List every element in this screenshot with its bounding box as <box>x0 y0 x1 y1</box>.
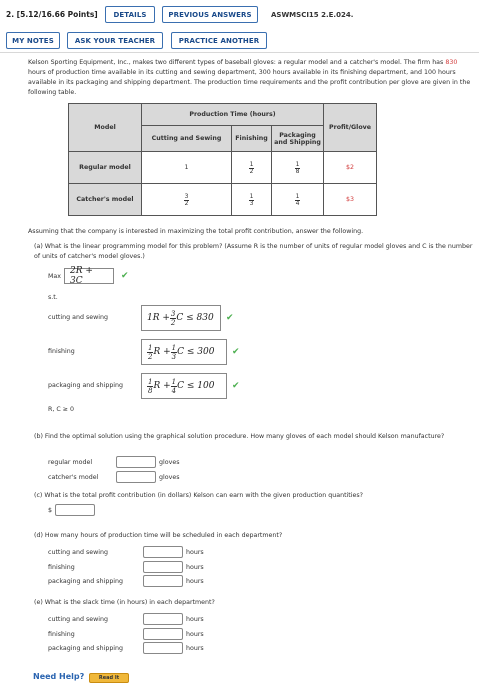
slack-label-cutting: cutting and sewing <box>48 616 109 623</box>
hours-label-packaging: packaging and shipping <box>48 578 124 585</box>
correct-check-icon: ✔ <box>121 271 129 281</box>
my-notes-button[interactable]: MY NOTES <box>6 32 60 49</box>
problem-code: ASWMSCI15 2.E.024. <box>271 11 354 19</box>
objective-field[interactable]: 2R + 3C <box>64 268 114 284</box>
hours-finishing-input[interactable] <box>143 561 183 573</box>
table-row <box>69 184 377 216</box>
total-profit-input[interactable] <box>55 504 95 516</box>
gloves-unit: gloves <box>159 459 180 466</box>
hours-unit: hours <box>186 616 204 623</box>
constraint-cutting-field[interactable]: 1R + $\frac{3}{2}$ C ≤ 830 <box>141 305 221 331</box>
cell-packaging: $\frac{1}{8}$ <box>272 152 324 184</box>
correct-check-icon: ✔ <box>232 381 240 391</box>
part-a-question: (a) What is the linear programming model for this problem? (Assume R is the number of units of regular model gloves and C is the number of units of catcher's model gloves.) <box>34 243 473 260</box>
constraint-label-finishing: finishing <box>48 348 75 355</box>
cell-finishing: $\frac{1}{2}$ <box>232 152 272 184</box>
regular-model-input[interactable] <box>116 456 156 468</box>
constraint-label-packaging: packaging and shipping <box>48 382 124 389</box>
profit-header: Profit/Glove <box>324 104 377 152</box>
hours-unit: hours <box>186 645 204 652</box>
hours-label-finishing: finishing <box>48 564 75 571</box>
slack-packaging-input[interactable] <box>143 642 183 654</box>
hours-unit: hours <box>186 578 204 585</box>
constraint-finishing-field[interactable]: $\frac{1}{2}$ R + $\frac{1}{3}$ C ≤ 300 <box>141 339 227 365</box>
part-b-question: (b) Find the optimal solution using the graphical solution procedure. How many gloves of each model should Kelson manufacture? <box>34 433 445 440</box>
slack-finishing-input[interactable] <box>143 628 183 640</box>
gloves-unit: gloves <box>159 474 180 481</box>
practice-another-button[interactable]: PRACTICE ANOTHER <box>171 32 267 49</box>
st-label: s.t. <box>48 294 58 301</box>
catcher-model-input[interactable] <box>116 471 156 483</box>
previous-answers-button[interactable]: PREVIOUS ANSWERS <box>162 6 258 23</box>
model-header: Model <box>69 104 142 152</box>
correct-check-icon: ✔ <box>226 313 234 323</box>
question-points: 2. [5.12/16.66 Points] <box>6 10 98 19</box>
details-button[interactable]: DETAILS <box>105 6 155 23</box>
hours-cutting-input[interactable] <box>143 546 183 558</box>
correct-check-icon: ✔ <box>232 347 240 357</box>
packaging-header: Packaging and Shipping <box>272 126 324 152</box>
slack-cutting-input[interactable] <box>143 613 183 625</box>
row-label: Catcher's model <box>69 184 142 216</box>
cell-profit: $3 <box>324 184 377 216</box>
read-it-button[interactable]: Read It <box>89 673 129 683</box>
cell-finishing: $\frac{1}{3}$ <box>232 184 272 216</box>
constraint-label-cutting: cutting and sewing <box>48 314 109 321</box>
assumption-text: Assuming that the company is interested in maximizing the total profit contribution, answer the following. <box>28 228 364 235</box>
table-row <box>69 152 377 184</box>
cell-cut: 1 <box>142 152 232 184</box>
hours-unit: hours <box>186 564 204 571</box>
slack-label-packaging: packaging and shipping <box>48 645 124 652</box>
part-d-question: (d) How many hours of production time will be scheduled in each department? <box>34 532 283 539</box>
cell-packaging: $\frac{1}{4}$ <box>272 184 324 216</box>
hours-label-cutting: cutting and sewing <box>48 549 109 556</box>
problem-intro: Kelson Sporting Equipment, Inc., makes two different types of baseball gloves: a regular model and a catcher's model. The firm has 830 hours of production time available in its cutting and sewing department, 300 hours available in its finishing department, and 100 hours available in its packaging and shipping department. The production time requirements and the profit contribution per glove are given in the following table. <box>28 59 471 96</box>
production-time-header: Production Time (hours) <box>142 104 324 126</box>
cell-cut: $\frac{3}{2}$ <box>142 184 232 216</box>
hours-unit: hours <box>186 549 204 556</box>
max-label: Max <box>48 273 62 280</box>
ask-teacher-button[interactable]: ASK YOUR TEACHER <box>67 32 163 49</box>
currency-symbol: $ <box>48 507 53 514</box>
production-table <box>68 103 377 216</box>
catcher-model-label: catcher's model <box>48 474 99 481</box>
part-e-question: (e) What is the slack time (in hours) in each department? <box>34 599 215 606</box>
part-c-question: (c) What is the total profit contribution (in dollars) Kelson can earn with the given production quantities? <box>34 492 364 499</box>
cut-sew-header: Cutting and Sewing <box>142 126 232 152</box>
nonnegativity: R, C ≥ 0 <box>48 406 75 413</box>
constraint-packaging-field[interactable]: $\frac{1}{8}$ R + $\frac{1}{4}$ C ≤ 100 <box>141 373 227 399</box>
slack-label-finishing: finishing <box>48 631 75 638</box>
regular-model-label: regular model <box>48 459 93 466</box>
need-help-label: Need Help? <box>33 672 85 681</box>
hours-packaging-input[interactable] <box>143 575 183 587</box>
hours-unit: hours <box>186 631 204 638</box>
finishing-header: Finishing <box>232 126 272 152</box>
cell-profit: $2 <box>324 152 377 184</box>
row-label: Regular model <box>69 152 142 184</box>
header-divider <box>0 52 479 53</box>
